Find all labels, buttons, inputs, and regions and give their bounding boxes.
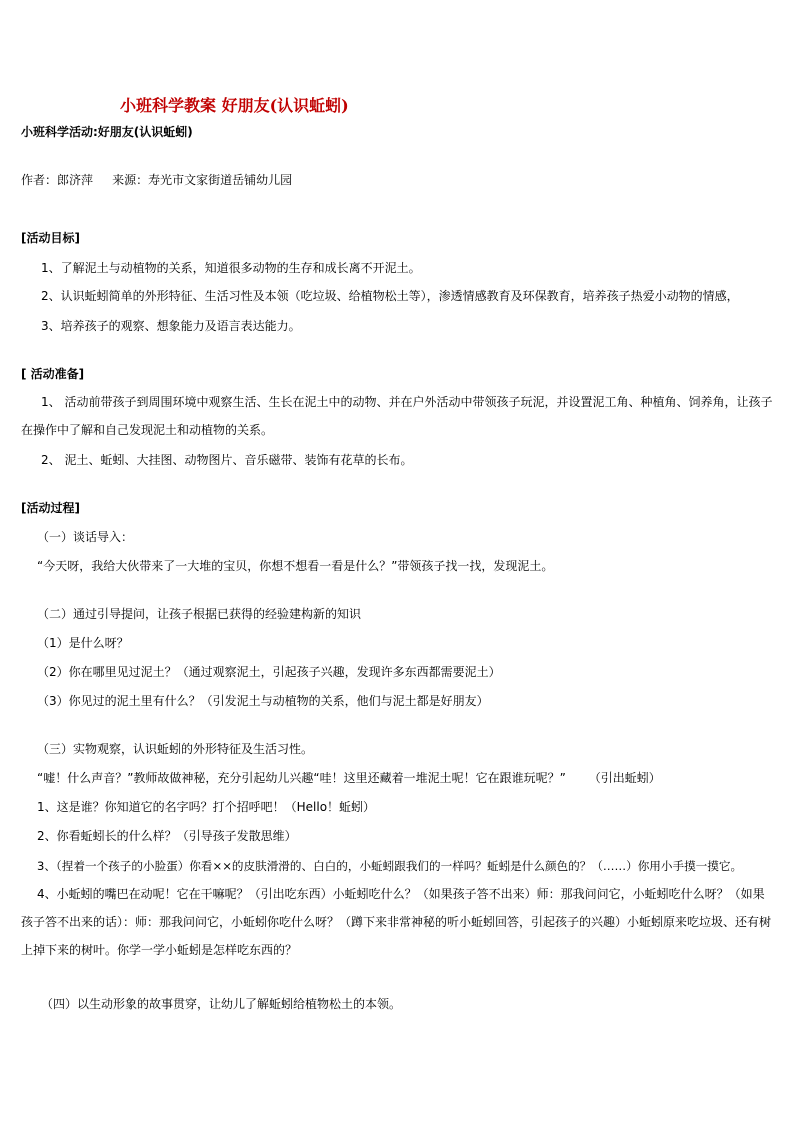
goal-item-1: 1、了解泥土与动植物的关系，知道很多动物的生存和成长离不开泥土。 bbox=[41, 261, 421, 275]
goal-item-3: 3、培养孩子的观察、想象能力及语言表达能力。 bbox=[41, 319, 301, 333]
doc-subtitle: 小班科学活动:好朋友(认识蚯蚓) bbox=[21, 125, 193, 139]
goal-item-2: 2、认识蚯蚓简单的外形特征、生活习性及本领（吃垃圾、给植物松土等），渗透情感教育及环保教育，培养孩子热爱小动物的情感， bbox=[41, 289, 739, 303]
step-2-question-1: （1）是什么呀？ bbox=[37, 636, 129, 650]
step-3-title: （三）实物观察，认识蚯蚓的外形特征及生活习性。 bbox=[37, 742, 314, 756]
prep-item-2: 2、 泥土、蚯蚓、大挂图、动物图片、音乐磁带、装饰有花草的长布。 bbox=[41, 453, 413, 467]
step-2-question-2: （2）你在哪里见过泥土？（通过观察泥土，引起孩子兴趣，发现许多东西都需要泥土） bbox=[37, 665, 501, 679]
step-2-title: （二）通过引导提问，让孩子根据已获得的经验建构新的知识 bbox=[37, 607, 362, 621]
step-1-title: （一）谈话导入： bbox=[37, 530, 134, 544]
step-1-text: “今天呀，我给大伙带来了一大堆的宝贝，你想不想看一看是什么？”带领孩子找一找，发现泥土。 bbox=[37, 559, 554, 573]
author-line: 作者：郎济萍 来源：寿光市文家街道岳铺幼儿园 bbox=[21, 173, 293, 187]
prep-heading: [ 活动准备] bbox=[21, 367, 85, 381]
step-4-title: （四）以生动形象的故事贯穿，让幼儿了解蚯蚓给植物松土的本领。 bbox=[41, 997, 402, 1011]
prep-item-1: 1、 活动前带孩子到周围环境中观察生活、生长在泥土中的动物、并在户外活动中带领孩子玩泥，并设置泥工角、种植角、饲养角，让孩子在操作中了解和自己发现泥土和动植物的关系。 bbox=[21, 395, 773, 437]
process-heading: [活动过程] bbox=[21, 501, 80, 515]
step-3-quote: “嘘！什么声音？”教师故做神秘，充分引起幼儿兴趣“哇！这里还藏着一堆泥土呢！它在跟谁玩呢？” （引出蚯蚓） bbox=[37, 771, 661, 785]
doc-title: 小班科学教案 好朋友(认识蚯蚓) bbox=[120, 96, 349, 115]
goals-heading: [活动目标] bbox=[21, 231, 80, 245]
step-3-item-3: 3、（捏着一个孩子的小脸蛋）你看××的皮肤滑滑的、白白的，小蚯蚓跟我们的一样吗？蚯蚓是什么颜色的？（……）你用小手摸一摸它。 bbox=[37, 859, 743, 873]
step-3-item-1: 1、这是谁？你知道它的名字吗？打个招呼吧！（Hello！蚯蚓） bbox=[37, 800, 376, 814]
step-2-question-3: （3）你见过的泥土里有什么？（引发泥土与动植物的关系，他们与泥土都是好朋友） bbox=[37, 694, 489, 708]
step-3-item-2: 2、你看蚯蚓长的什么样？（引导孩子发散思维） bbox=[37, 829, 297, 843]
step-3-item-4: 4、小蚯蚓的嘴巴在动呢！它在干嘛呢？（引出吃东西）小蚯蚓吃什么？（如果孩子答不出来）师：那我问问它，小蚯蚓吃什么呀？（如果孩子答不出来的话）：师：那我问问它，小蚯蚓你吃什么呀？（蹲下来非常神秘的听小蚯蚓回答，引起孩子的兴趣）小蚯蚓原来吃垃圾、还有树上掉下来的树叶。你学一学小蚯蚓是怎样吃东西的？ bbox=[21, 887, 772, 957]
